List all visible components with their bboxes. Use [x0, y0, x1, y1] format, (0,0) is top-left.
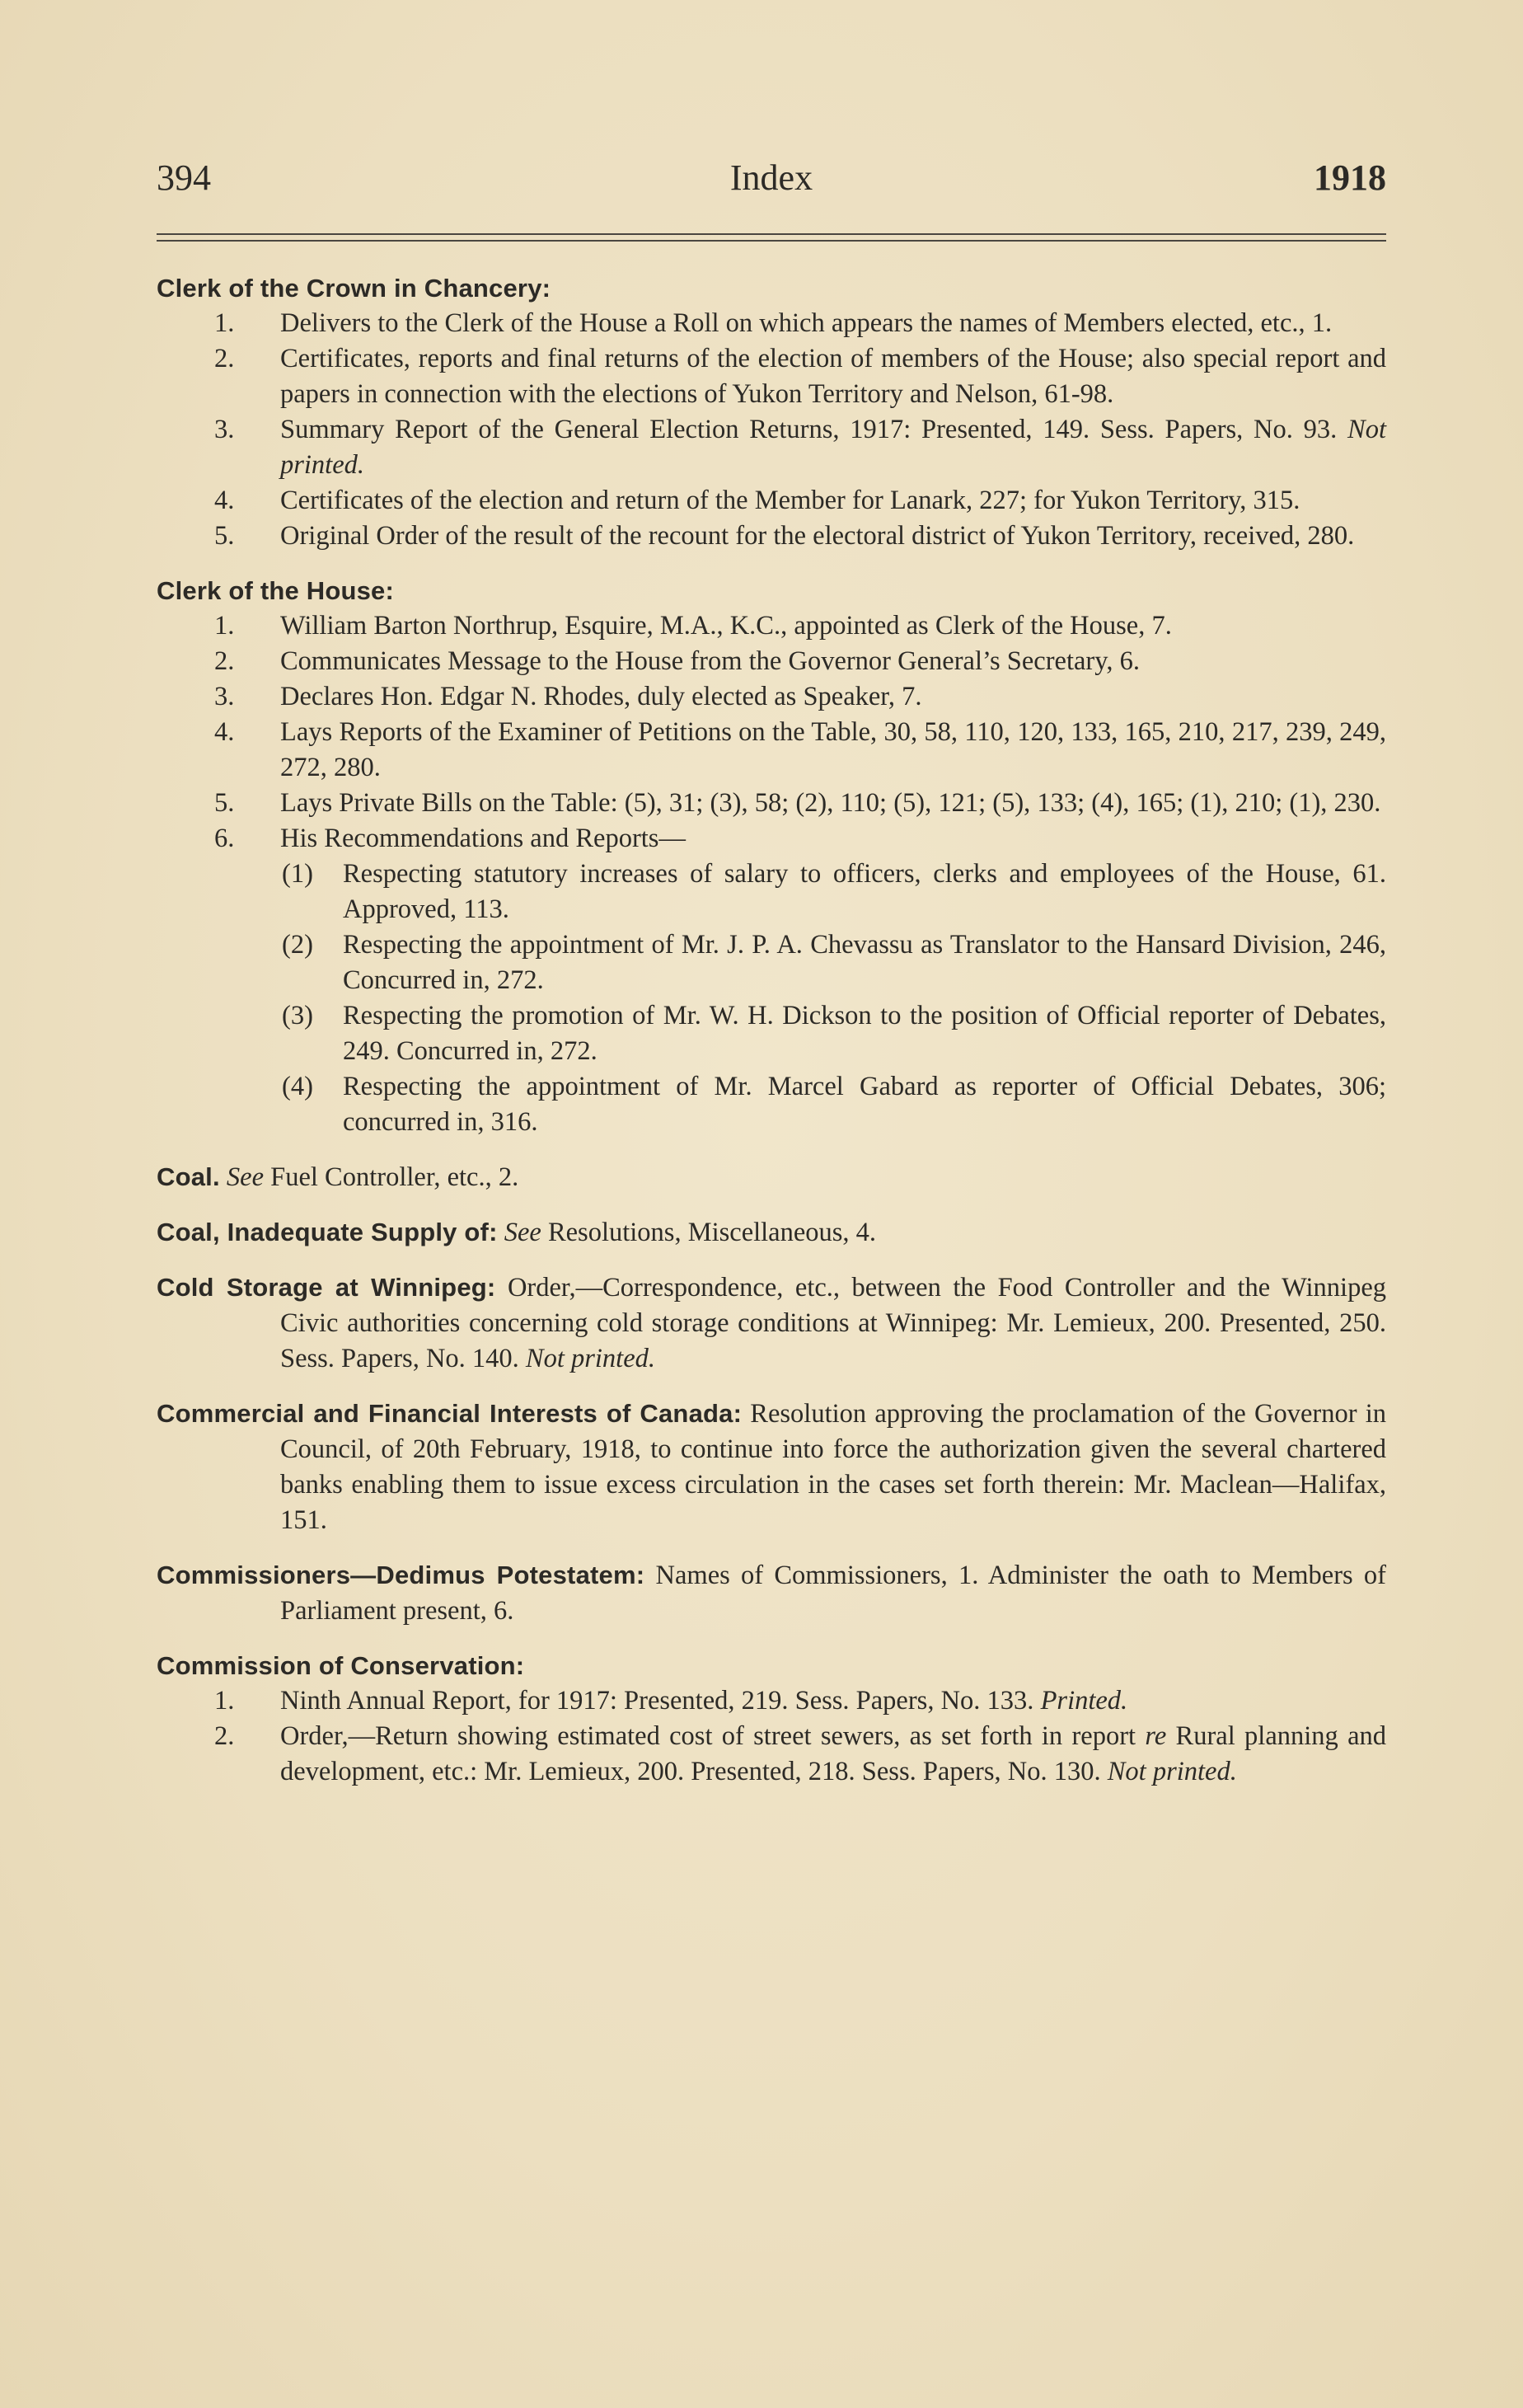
sub-item-number: (3)	[282, 1001, 313, 1030]
list-item	[157, 1683, 1386, 1719]
sub-item-text: Respecting statutory increases of salary to officers, clerks and employees of the House, 61. Approved, 113.	[343, 859, 1386, 924]
entry-cold-storage	[157, 1270, 1386, 1377]
item-text: His Recommendations and Reports—	[280, 824, 686, 853]
list-item	[157, 519, 1386, 554]
entry-commissioners	[157, 1557, 1386, 1629]
entry-heading: Clerk of the House:	[157, 576, 395, 605]
entry-clerk-of-crown	[157, 270, 1386, 554]
list-item	[157, 786, 1386, 821]
item-number: 1.	[214, 1686, 235, 1716]
item-italic-note: Not printed.	[1107, 1757, 1237, 1786]
item-text: Delivers to the Clerk of the House a Roll on which appears the names of Members elected, etc., 1.	[280, 308, 1333, 338]
entry-text: Fuel Controller, etc., 2.	[270, 1162, 519, 1192]
header-rule-top	[157, 233, 1386, 235]
list-item	[157, 483, 1386, 519]
item-text: Communicates Message to the House from the Governor General’s Secretary, 6.	[280, 646, 1140, 676]
sub-item-number: (2)	[282, 930, 313, 960]
sub-list-item	[157, 998, 1386, 1069]
item-number: 3.	[214, 682, 235, 711]
page-year: 1918	[1314, 157, 1386, 198]
entry-text: Names of Commissioners, 1. Administer the oath to Members of Parliament present, 6.	[280, 1561, 1386, 1626]
item-number: 6.	[214, 824, 235, 853]
sub-item-text: Respecting the appointment of Mr. J. P. A. Chevassu as Translator to the Hansard Division, 246, Concurred in, 272.	[343, 930, 1386, 995]
item-number: 2.	[214, 344, 235, 373]
list-item	[157, 821, 1386, 857]
list-item	[157, 306, 1386, 341]
item-number: 1.	[214, 308, 235, 338]
list-item	[157, 608, 1386, 644]
entry-heading: Commissioners—Dedimus Potestatem:	[157, 1561, 645, 1589]
item-text: William Barton Northrup, Esquire, M.A., K.C., appointed as Clerk of the House, 7.	[280, 611, 1172, 641]
entry-text: Resolution approving the proclamation of the Governor in Council, of 20th February, 1918, to continue into force the authorization given the several chartered banks enabling them to issue excess circulation in the cases set forth therein: Mr. Maclean—Halifax, 151.	[280, 1399, 1386, 1535]
item-text: Lays Reports of the Examiner of Petitions on the Table, 30, 58, 110, 120, 133, 165, 210, 217, 239, 249, 272, 280.	[280, 717, 1386, 782]
header-rule-bottom	[157, 240, 1386, 242]
sub-list-item	[157, 1069, 1386, 1140]
entry-heading: Coal, Inadequate Supply of:	[157, 1218, 498, 1246]
entry-heading: Commission of Conservation:	[157, 1651, 525, 1680]
item-number: 2.	[214, 1721, 235, 1751]
re-reference: re	[1145, 1721, 1167, 1751]
list-item	[157, 679, 1386, 715]
item-italic-note: Not printed.	[280, 415, 1386, 480]
index-content	[157, 270, 1386, 1809]
list-item	[157, 1719, 1386, 1790]
see-reference: See	[226, 1162, 265, 1192]
entry-heading: Commercial and Financial Interests of Canada:	[157, 1399, 743, 1428]
item-number: 4.	[214, 717, 235, 747]
list-item	[157, 644, 1386, 679]
item-number: 3.	[214, 415, 235, 444]
item-text: Ninth Annual Report, for 1917: Presented, 219. Sess. Papers, No. 133.	[280, 1686, 1034, 1716]
sub-item-number: (1)	[282, 859, 313, 889]
item-number: 1.	[214, 611, 235, 641]
entry-italic-note: Not printed.	[525, 1344, 656, 1373]
item-text: Rural planning and development, etc.: Mr. Lemieux, 200. Presented, 218. Sess. Papers, No. 130.	[280, 1721, 1386, 1786]
sub-item-text: Respecting the appointment of Mr. Marcel Gabard as reporter of Official Debates, 306; concurred in, 316.	[343, 1072, 1386, 1137]
entry-commercial-financial	[157, 1396, 1386, 1538]
item-number: 4.	[214, 486, 235, 515]
item-text: Order,—Return showing estimated cost of street sewers, as set forth in report	[280, 1721, 1136, 1751]
entry-heading: Clerk of the Crown in Chancery:	[157, 274, 551, 303]
page-title: Index	[729, 157, 813, 198]
sub-item-text: Respecting the promotion of Mr. W. H. Dickson to the position of Official reporter of Debates, 249. Concurred in, 272.	[343, 1001, 1386, 1066]
item-number: 5.	[214, 521, 235, 551]
entry-coal-supply	[157, 1214, 1386, 1251]
entry-clerk-of-house	[157, 573, 1386, 1140]
page-header	[157, 155, 1386, 204]
sub-list-item	[157, 857, 1386, 927]
entry-coal	[157, 1159, 1386, 1195]
list-item	[157, 341, 1386, 412]
item-number: 5.	[214, 788, 235, 818]
item-text: Original Order of the result of the recount for the electoral district of Yukon Territory, received, 280.	[280, 521, 1355, 551]
item-number: 2.	[214, 646, 235, 676]
entry-heading: Cold Storage at Winnipeg:	[157, 1273, 496, 1302]
item-italic-note: Printed.	[1040, 1686, 1128, 1716]
item-text: Certificates, reports and final returns of the election of members of the House; also special report and papers in connection with the elections of Yukon Territory and Nelson, 61-98.	[280, 344, 1386, 409]
list-item	[157, 412, 1386, 483]
page-number: 394	[157, 157, 211, 198]
sub-item-number: (4)	[282, 1072, 313, 1101]
item-text: Summary Report of the General Election Returns, 1917: Presented, 149. Sess. Papers, No. 93.	[280, 415, 1338, 444]
entry-text: Order,—Correspondence, etc., between the Food Controller and the Winnipeg Civic authorities concerning cold storage conditions at Winnipeg: Mr. Lemieux, 200. Presented, 250. Sess. Papers, No. 140.	[280, 1273, 1386, 1373]
entry-heading: Coal.	[157, 1162, 220, 1191]
see-reference: See	[504, 1218, 541, 1247]
entry-text: Resolutions, Miscellaneous, 4.	[547, 1218, 877, 1247]
list-item	[157, 715, 1386, 786]
item-text: Certificates of the election and return of the Member for Lanark, 227; for Yukon Territory, 315.	[280, 486, 1300, 515]
sub-list-item	[157, 927, 1386, 998]
entry-conservation	[157, 1648, 1386, 1790]
item-text: Lays Private Bills on the Table: (5), 31; (3), 58; (2), 110; (5), 121; (5), 133; (4), 165; (1), 210; (1), 230.	[280, 788, 1381, 818]
item-text: Declares Hon. Edgar N. Rhodes, duly elected as Speaker, 7.	[280, 682, 922, 711]
